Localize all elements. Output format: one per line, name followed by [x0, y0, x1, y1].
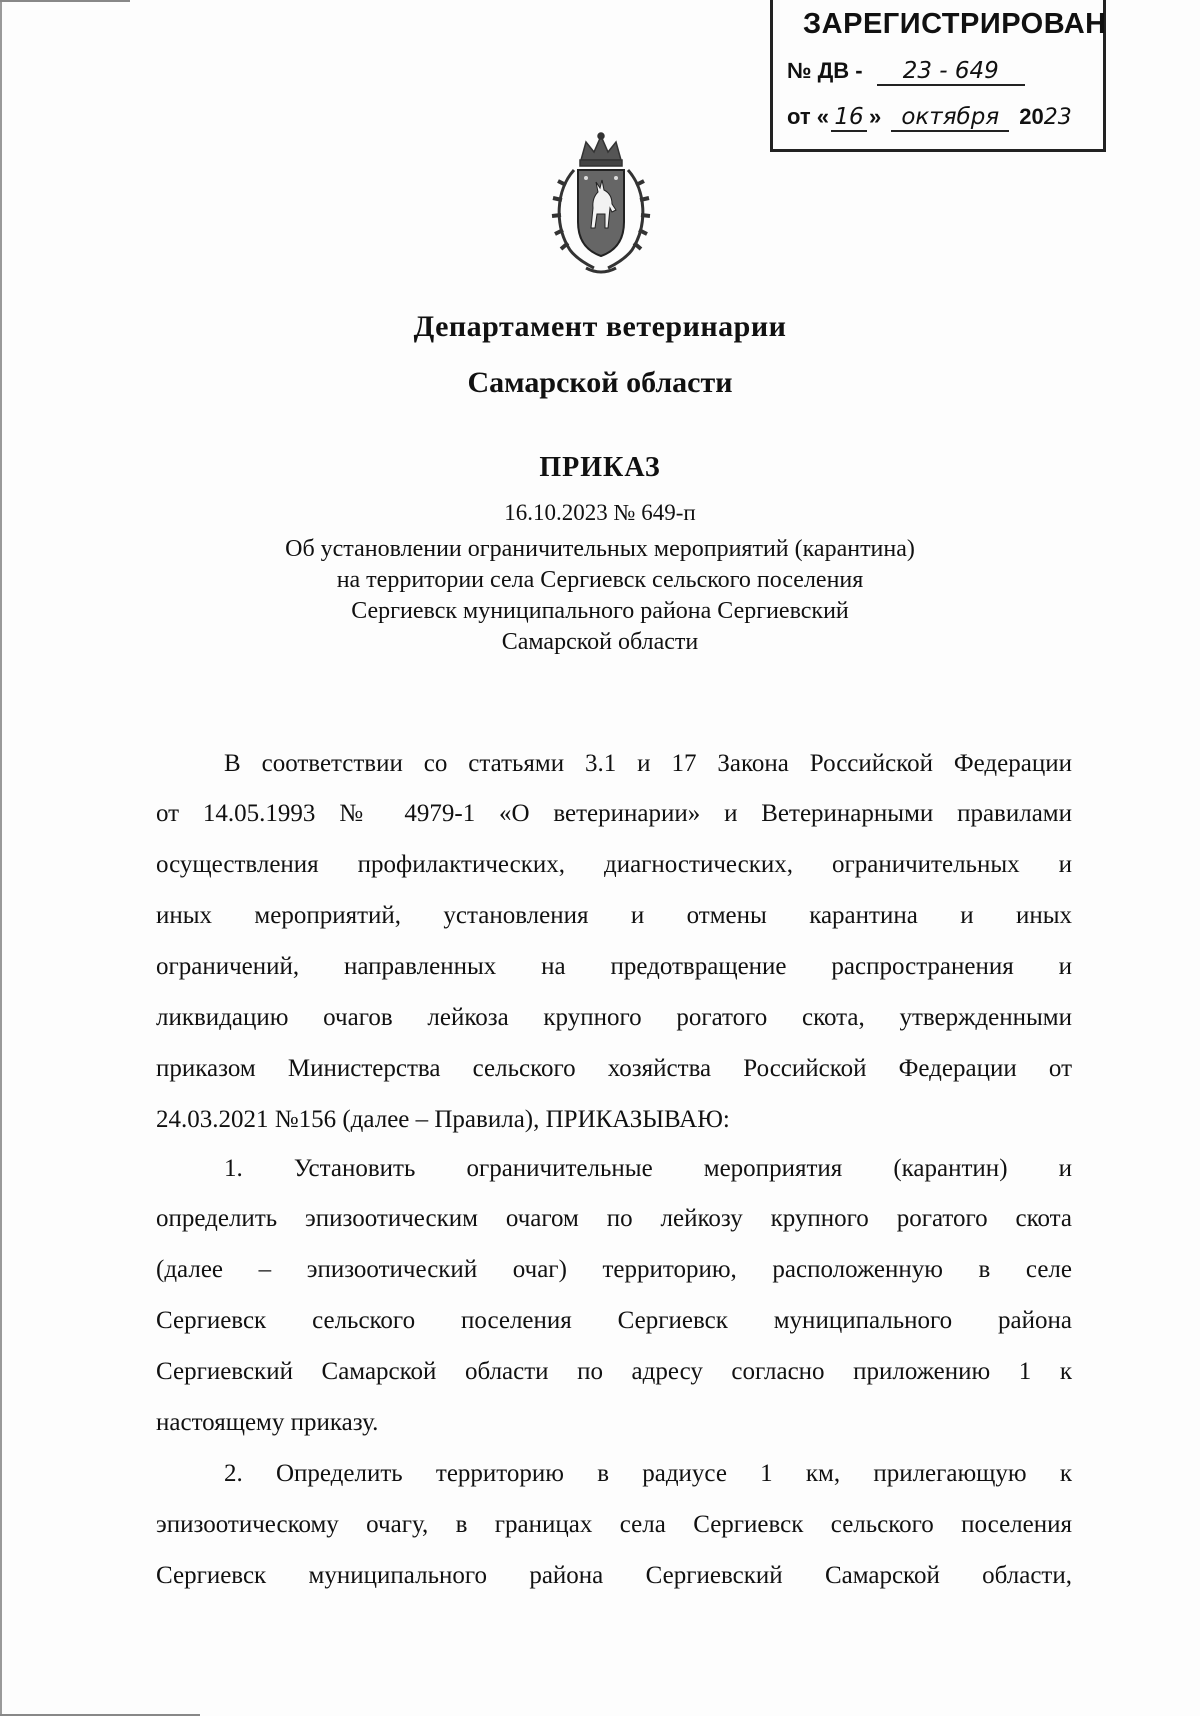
department-name-line2: Самарской области: [467, 366, 733, 399]
body-line: (далее – эпизоотический очаг) территорию, расположенную в селе: [156, 1256, 1072, 1283]
stamp-date-prefix: от «: [787, 104, 830, 129]
stamp-title: ЗАРЕГИСТРИРОВАН: [803, 8, 1107, 40]
body-line: ограничений, направленных на предотвращение распространения и: [156, 953, 1072, 980]
body-line: ликвидацию очагов лейкоза крупного рогатого скота, утвержденными: [156, 1004, 1072, 1031]
subject-line: Сергиевск муниципального района Сергиевский: [351, 598, 849, 624]
body-line: настоящему приказу.: [156, 1409, 379, 1436]
body-line: Сергиевский Самарской области по адресу согласно приложению 1 к: [156, 1358, 1072, 1385]
body-line: осуществления профилактических, диагностических, ограничительных и: [156, 851, 1072, 878]
body-line: 1. Установить ограничительные мероприятия (карантин) и: [224, 1155, 1072, 1182]
body-line: Сергиевск сельского поселения Сергиевск муниципального района: [156, 1307, 1072, 1334]
stamp-date-month: октября: [891, 104, 1009, 132]
stamp-date-mid: »: [869, 104, 882, 129]
body-line: В соответствии со статьями 3.1 и 17 Закона Российской Федерации: [224, 750, 1072, 777]
subject-line: Самарской области: [501, 629, 699, 655]
order-date-number: 16.10.2023 № 649-п: [504, 500, 696, 525]
order-title: ПРИКАЗ: [539, 452, 661, 483]
stamp-number-value: 23 - 649: [877, 58, 1025, 86]
scan-artifact-top: [0, 0, 130, 2]
body-line: Сергиевск муниципального района Сергиевский Самарской области,: [156, 1562, 1072, 1589]
body-line: иных мероприятий, установления и отмены карантина и иных: [156, 902, 1072, 929]
body-line: приказом Министерства сельского хозяйства Российской Федерации от: [156, 1055, 1072, 1082]
stamp-number-label: № ДВ -: [787, 58, 863, 83]
body-line: 2. Определить территорию в радиусе 1 км, прилегающую к: [224, 1460, 1072, 1487]
stamp-date-row: [787, 104, 1072, 132]
department-name-line1: Департамент ветеринарии: [413, 310, 787, 343]
registration-stamp: [770, 0, 1106, 152]
body-line: 24.03.2021 №156 (далее – Правила), ПРИКАЗЫВАЮ:: [156, 1106, 730, 1133]
subject-line: на территории села Сергиевск сельского поселения: [336, 567, 864, 593]
subject-line: Об установлении ограничительных мероприятий (карантина): [285, 536, 915, 562]
stamp-date-day: 16: [831, 104, 867, 132]
body-line: от 14.05.1993 № 4979-1 «О ветеринарии» и Ветеринарными правилами: [156, 800, 1072, 827]
stamp-year-printed: 20: [1019, 104, 1044, 129]
scan-edge: [0, 0, 2, 1716]
stamp-year-hand: 23: [1043, 105, 1072, 130]
order-subject: [0, 534, 1200, 658]
body-line: эпизоотическому очагу, в границах села Сергиевск сельского поселения: [156, 1511, 1072, 1538]
samara-coat-of-arms-icon: [536, 130, 666, 278]
stamp-date-year: [1019, 104, 1071, 130]
stamp-number-row: [787, 58, 1025, 86]
body-line: определить эпизоотическим очагом по лейкозу крупного рогатого скота: [156, 1205, 1072, 1232]
